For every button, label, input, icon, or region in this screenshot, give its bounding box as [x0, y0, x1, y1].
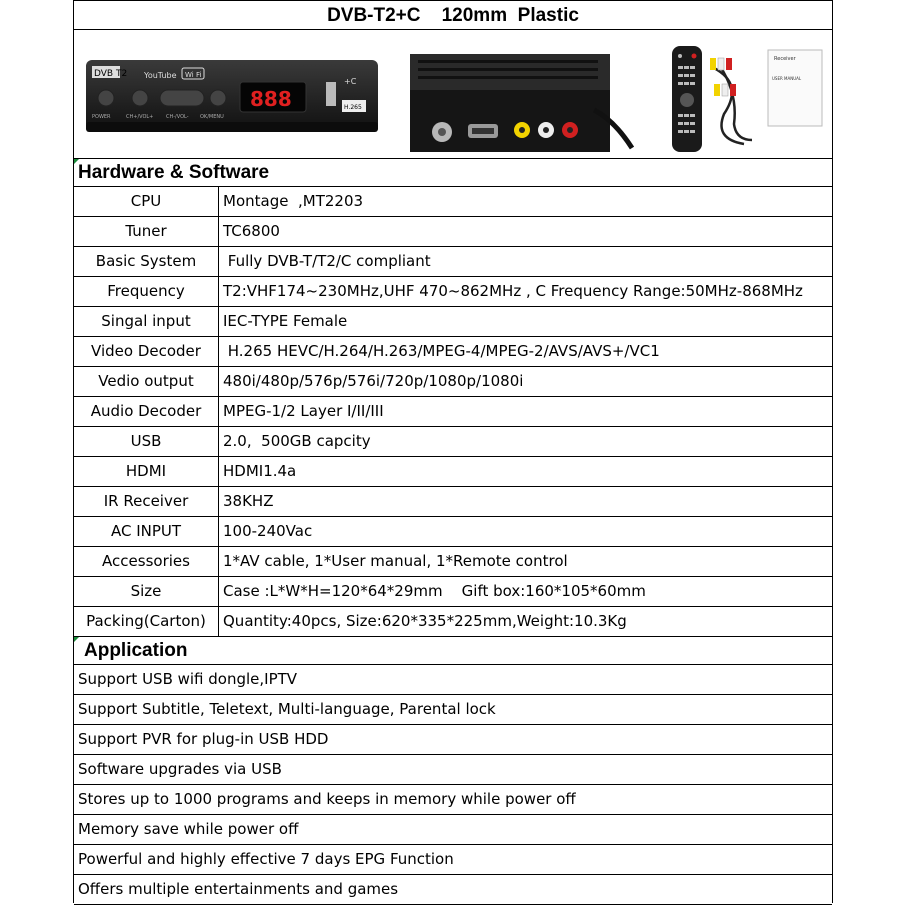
application-item: Offers multiple entertainments and games — [74, 875, 832, 905]
spec-label: Frequency — [74, 277, 219, 306]
spec-row — [74, 337, 832, 367]
spec-value: Case :L*W*H=120*64*29mm Gift box:160*105*60mm — [223, 582, 646, 600]
spec-value: Montage ,MT2203 — [223, 192, 364, 210]
application-item: Support USB wifi dongle,IPTV — [74, 665, 832, 695]
spec-value: TC6800 — [223, 222, 280, 240]
accessories-image — [664, 44, 830, 156]
spec-label: Vedio output — [74, 367, 219, 396]
spec-value: Quantity:40pcs, Size:620*335*225mm,Weight:10.3Kg — [223, 612, 627, 630]
spec-row — [74, 307, 832, 337]
spec-value: 1*AV cable, 1*User manual, 1*Remote control — [223, 552, 568, 570]
spec-row — [74, 607, 832, 637]
spec-row — [74, 277, 832, 307]
svg-text:+C: +C — [344, 77, 357, 86]
spec-value: 480i/480p/576p/576i/720p/1080p/1080i — [223, 372, 524, 390]
spec-row — [74, 367, 832, 397]
svg-text:CH-/VOL-: CH-/VOL- — [166, 114, 189, 120]
application-item: Memory save while power off — [74, 815, 832, 845]
dvb-badge: DVB T2 — [94, 69, 128, 79]
spec-label: AC INPUT — [74, 517, 219, 546]
spec-row — [74, 487, 832, 517]
spec-value: HDMI1.4a — [223, 462, 297, 480]
application-list — [74, 665, 832, 905]
hardware-table — [74, 187, 832, 637]
spec-label: CPU — [74, 187, 219, 216]
spec-value: 2.0, 500GB capcity — [223, 432, 371, 450]
spec-label: Accessories — [74, 547, 219, 576]
svg-text:POWER: POWER — [92, 114, 111, 120]
spec-label: Video Decoder — [74, 337, 219, 366]
spec-value: 38KHZ — [223, 492, 274, 510]
spec-row — [74, 457, 832, 487]
spec-value: Fully DVB-T/T2/C compliant — [223, 252, 431, 270]
wifi-badge: Wi Fi — [185, 71, 202, 79]
spec-value: T2:VHF174~230MHz,UHF 470~862MHz , C Frequency Range:50MHz-868MHz — [223, 282, 803, 300]
spec-row — [74, 217, 832, 247]
cell-marker-icon — [74, 159, 79, 164]
application-item: Software upgrades via USB — [74, 755, 832, 785]
spec-label: Tuner — [74, 217, 219, 246]
manual-subtitle: USER MANUAL — [772, 76, 802, 81]
spec-row — [74, 547, 832, 577]
led-display: 888 — [250, 87, 292, 111]
spec-row — [74, 397, 832, 427]
spec-label: HDMI — [74, 457, 219, 486]
application-item: Support PVR for plug-in USB HDD — [74, 725, 832, 755]
spec-value: 100-240Vac — [223, 522, 313, 540]
spec-row — [74, 577, 832, 607]
spec-value: MPEG-1/2 Layer I/II/III — [223, 402, 384, 420]
application-section-heading: Application — [74, 637, 832, 665]
spec-row — [74, 187, 832, 217]
spec-row — [74, 517, 832, 547]
application-item: Powerful and highly effective 7 days EPG Function — [74, 845, 832, 875]
svg-text:CH+/VOL+: CH+/VOL+ — [126, 114, 154, 120]
spec-label: Basic System — [74, 247, 219, 276]
youtube-badge: YouTube — [144, 71, 177, 80]
manual-title: Receiver — [774, 56, 796, 62]
receiver-back-image — [404, 50, 634, 158]
spec-label: IR Receiver — [74, 487, 219, 516]
spec-label: Audio Decoder — [74, 397, 219, 426]
product-photos — [74, 30, 832, 159]
spec-value: IEC-TYPE Female — [223, 312, 348, 330]
spec-label: Singal input — [74, 307, 219, 336]
page-title: DVB-T2+C 120mm Plastic — [74, 0, 832, 30]
spec-row — [74, 247, 832, 277]
spec-value: H.265 HEVC/H.264/H.263/MPEG-4/MPEG-2/AVS/AVS+/VC1 — [223, 342, 660, 360]
spec-label: Size — [74, 577, 219, 606]
receiver-front-image — [82, 52, 388, 138]
spec-sheet — [73, 0, 833, 903]
spec-label: USB — [74, 427, 219, 456]
cell-marker-icon — [74, 637, 79, 642]
svg-text:H.265: H.265 — [344, 104, 362, 111]
svg-text:OK/MENU: OK/MENU — [200, 114, 224, 120]
application-item: Stores up to 1000 programs and keeps in memory while power off — [74, 785, 832, 815]
spec-label: Packing(Carton) — [74, 607, 219, 636]
application-item: Support Subtitle, Teletext, Multi-language, Parental lock — [74, 695, 832, 725]
spec-row — [74, 427, 832, 457]
hardware-section-heading: Hardware & Software — [74, 159, 832, 187]
